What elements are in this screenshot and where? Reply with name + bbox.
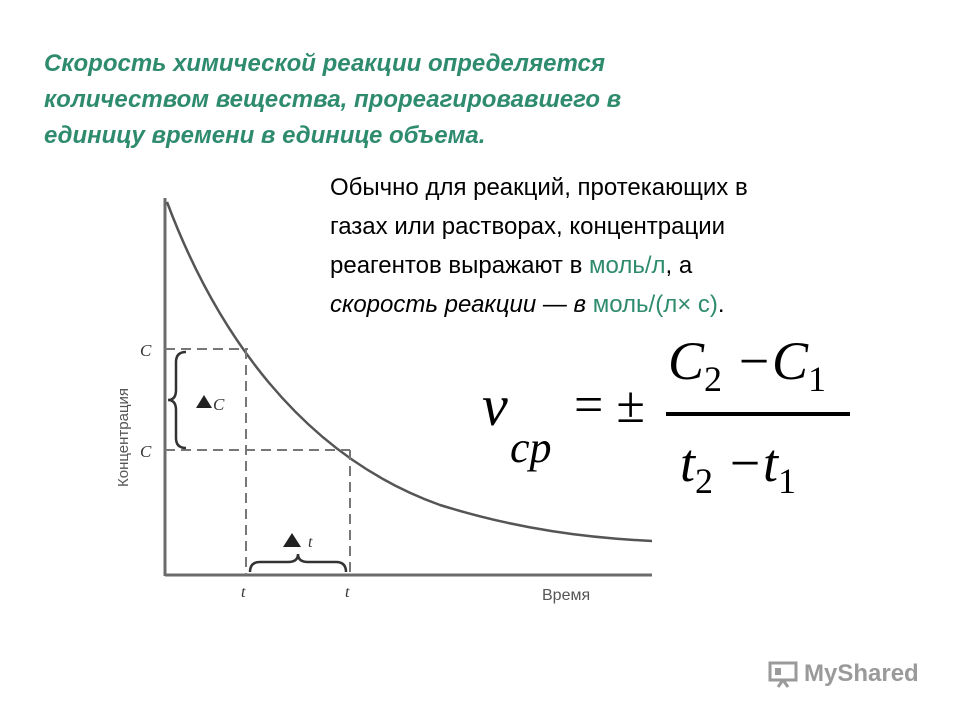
delta-c-label: C bbox=[213, 395, 225, 414]
body-line-2: газах или растворах, концентрации bbox=[330, 213, 726, 240]
heading-line-1: Скорость химической реакции определяется bbox=[44, 50, 605, 77]
body-line-3: реагентов выражают в моль/л, а bbox=[330, 252, 693, 279]
x-axis-label: Время bbox=[542, 587, 591, 604]
unit-mol-per-l: моль/л bbox=[589, 252, 666, 279]
t-tick-left: t bbox=[241, 584, 246, 601]
delta-t-brace bbox=[250, 554, 346, 572]
myshared-logo[interactable] bbox=[768, 658, 919, 690]
heading-line-3: единицу времени в единице объема. bbox=[44, 122, 486, 149]
formula-equals: = ± bbox=[574, 377, 645, 434]
unit-mol-per-l-s: моль/(л× с) bbox=[592, 291, 718, 318]
delta-t-label: t bbox=[308, 534, 313, 551]
formula-numerator: $C_2 -C_1$ bbox=[668, 331, 826, 399]
body-line-4: скорость реакции — в моль/(л× с). bbox=[330, 291, 725, 318]
t-tick-right: t bbox=[345, 584, 350, 601]
average-rate-formula bbox=[470, 330, 860, 505]
delta-c-brace bbox=[168, 352, 186, 448]
delta-c-triangle-icon bbox=[196, 395, 212, 408]
logo-text: MyShared bbox=[804, 660, 919, 687]
y-axis-label: Концентрация bbox=[115, 387, 132, 487]
formula-v: v bbox=[482, 373, 508, 438]
presentation-board-icon bbox=[768, 660, 798, 688]
body-line-1: Обычно для реакций, протекающих в bbox=[330, 174, 748, 201]
fraction-bar bbox=[666, 412, 850, 416]
formula-denominator: $t_2 -t_1$ bbox=[680, 433, 796, 501]
c-tick-upper: C bbox=[140, 341, 152, 360]
heading-line-2: количеством вещества, прореагировавшего в bbox=[44, 86, 622, 113]
delta-t-triangle-icon bbox=[283, 533, 301, 547]
formula-subscript: cp bbox=[510, 423, 552, 472]
c-tick-lower: C bbox=[140, 442, 152, 461]
